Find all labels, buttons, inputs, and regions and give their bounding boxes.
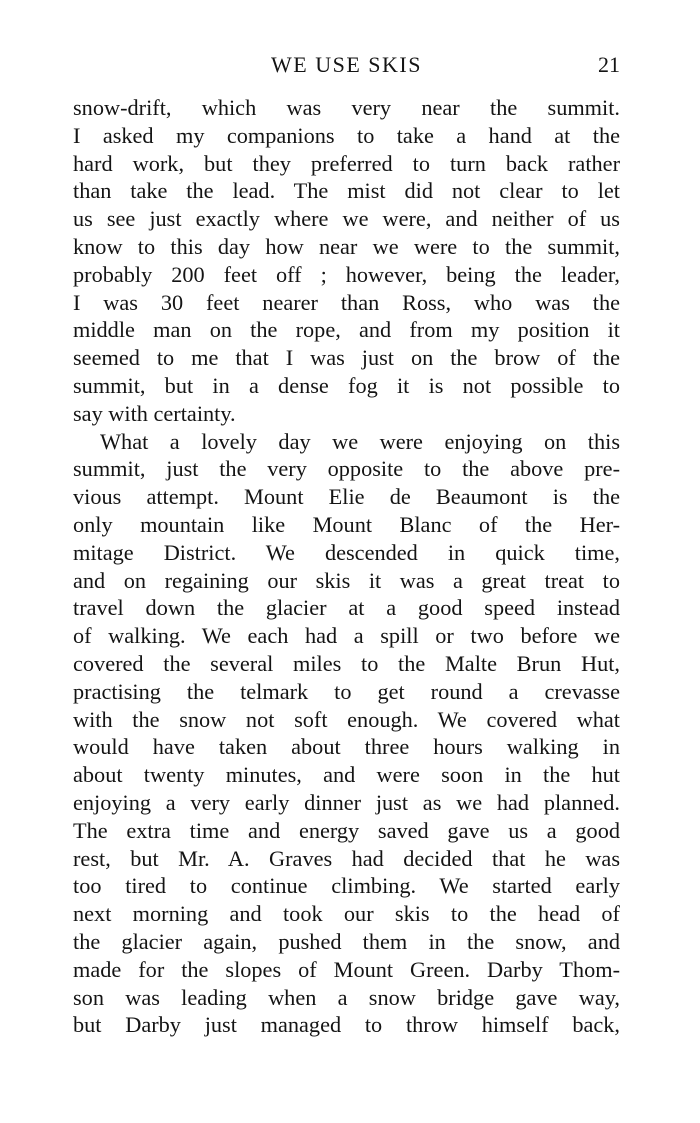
text-line: seemed to me that I was just on the brow of the: [73, 345, 620, 371]
body-text: [73, 94, 620, 1039]
text-line: enjoying a very early dinner just as we had planned.: [73, 789, 620, 815]
text-line: snow-drift, which was very near the summit.: [73, 95, 620, 120]
text-line: mitage District. We descended in quick time,: [73, 539, 620, 565]
text-line: vious attempt. Mount Elie de Beaumont is the: [73, 484, 620, 510]
text-line: probably 200 feet off ; however, being the leader,: [73, 261, 620, 287]
text-line: the glacier again, pushed them in the snow, and: [73, 928, 620, 954]
text-line: son was leading when a snow bridge gave way,: [73, 984, 620, 1010]
text-line: summit, but in a dense fog it is not possible to: [73, 372, 620, 398]
text-line: covered the several miles to the Malte Brun Hut,: [73, 650, 620, 676]
text-line: I was 30 feet nearer than Ross, who was the: [73, 289, 620, 315]
text-line: about twenty minutes, and were soon in the hut: [73, 762, 620, 788]
text-line: us see just exactly where we were, and neither of us: [73, 206, 620, 232]
text-line: hard work, but they preferred to turn back rather: [73, 150, 620, 176]
text-line: than take the lead. The mist did not clear to let: [73, 178, 620, 204]
text-line: travel down the glacier at a good speed instead: [73, 595, 620, 621]
page-number: 21: [598, 52, 620, 77]
text-line: would have taken about three hours walking in: [73, 734, 620, 760]
text-line: know to this day how near we were to the summit,: [73, 233, 620, 259]
page-header: [73, 52, 620, 86]
text-line: practising the telmark to get round a crevasse: [73, 678, 620, 704]
text-line: and on regaining our skis it was a great treat to: [73, 567, 620, 593]
text-line: only mountain like Mount Blanc of the Her-: [73, 511, 620, 537]
text-line: next morning and took our skis to the head of: [73, 901, 620, 927]
paragraph-start-line: What a lovely day we were enjoying on this: [100, 428, 620, 454]
text-line: I asked my companions to take a hand at the: [73, 122, 620, 148]
text-line: made for the slopes of Mount Green. Darby Thom-: [73, 956, 620, 982]
paragraph-end-line: say with certainty.: [73, 400, 236, 426]
text-line: too tired to continue climbing. We started early: [73, 873, 620, 899]
text-line: of walking. We each had a spill or two before we: [73, 623, 620, 649]
text-line: The extra time and energy saved gave us a good: [73, 817, 620, 843]
running-title: WE USE SKIS: [271, 52, 422, 77]
text-line: middle man on the rope, and from my position it: [73, 317, 620, 343]
text-line: but Darby just managed to throw himself back,: [73, 1012, 620, 1038]
text-line: with the snow not soft enough. We covered what: [73, 706, 620, 732]
text-line: rest, but Mr. A. Graves had decided that he was: [73, 845, 620, 871]
text-line: summit, just the very opposite to the above pre-: [73, 456, 620, 482]
